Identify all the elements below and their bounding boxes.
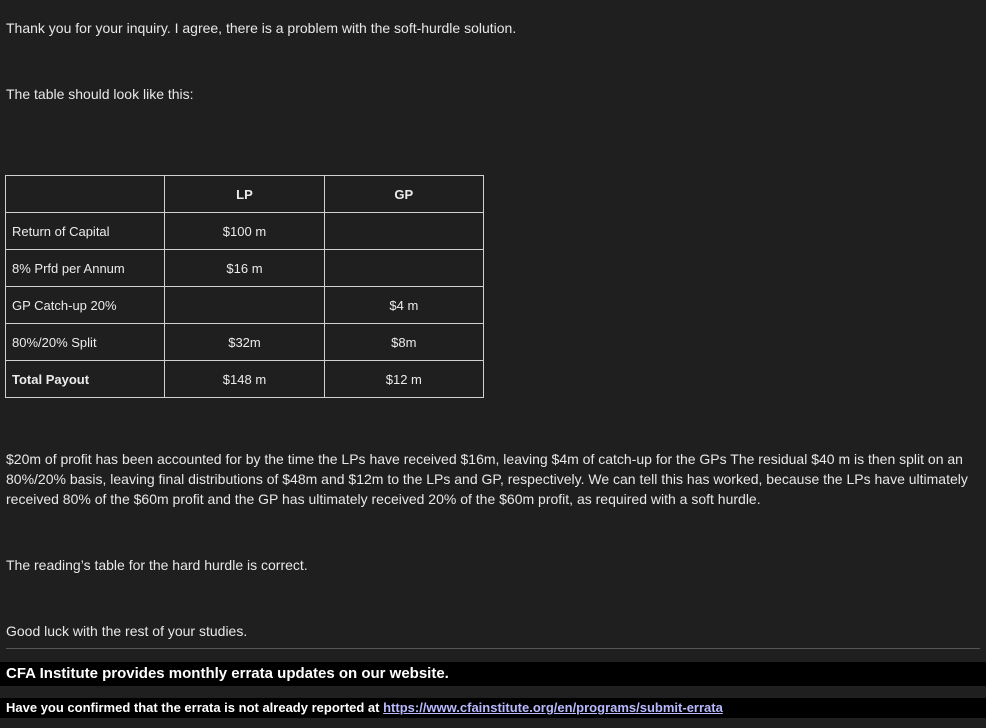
lp-value: $16 m (165, 250, 324, 287)
explanation-text: $20m of profit has been accounted for by the time the LPs have received $16m, leaving $4m of catch-up for the GPs The residual $40 m is then split on an 80%/20% basis, leaving final distributions of $48m and $12m to the LPs and GP, respectively. We can tell this has worked, because the LPs have ultimately received 80% of the $60m profit and the GP has ultimately received 20% of the $60m profit, as required with a soft hurdle. (6, 451, 968, 507)
table-row (6, 213, 484, 250)
intro-text: Thank you for your inquiry. I agree, there is a problem with the soft-hurdle solution. (6, 20, 517, 36)
lp-value: $148 m (165, 361, 324, 398)
payout-table (5, 175, 484, 398)
gp-value (324, 250, 483, 287)
header-lp: LP (165, 176, 324, 213)
errata-banner: CFA Institute provides monthly errata updates on our website. (0, 662, 986, 686)
hard-hurdle-text: The reading’s table for the hard hurdle is correct. (6, 557, 308, 573)
row-label: 8% Prfd per Annum (6, 250, 165, 287)
lp-value: $32m (165, 324, 324, 361)
row-label: Return of Capital (6, 213, 165, 250)
gp-value: $4 m (324, 287, 483, 324)
confirm-bar (0, 698, 986, 718)
header-empty (6, 176, 165, 213)
gp-value (324, 213, 483, 250)
lp-value: $100 m (165, 213, 324, 250)
good-luck-text: Good luck with the rest of your studies. (6, 623, 248, 639)
table-row (6, 250, 484, 287)
gp-value: $12 m (324, 361, 483, 398)
table-row (6, 324, 484, 361)
row-label: GP Catch-up 20% (6, 287, 165, 324)
row-label: Total Payout (6, 361, 165, 398)
lp-value (165, 287, 324, 324)
divider (6, 648, 980, 649)
table-row (6, 287, 484, 324)
header-gp: GP (324, 176, 483, 213)
table-intro-text: The table should look like this: (6, 86, 194, 102)
bottom-strip (0, 718, 986, 728)
row-label: 80%/20% Split (6, 324, 165, 361)
submit-errata-link[interactable]: https://www.cfainstitute.org/en/programs/submit-errata (383, 700, 723, 715)
confirm-text: Have you confirmed that the errata is not already reported at (6, 700, 384, 715)
table-total-row (6, 361, 484, 398)
table-header-row (6, 176, 484, 213)
gp-value: $8m (324, 324, 483, 361)
